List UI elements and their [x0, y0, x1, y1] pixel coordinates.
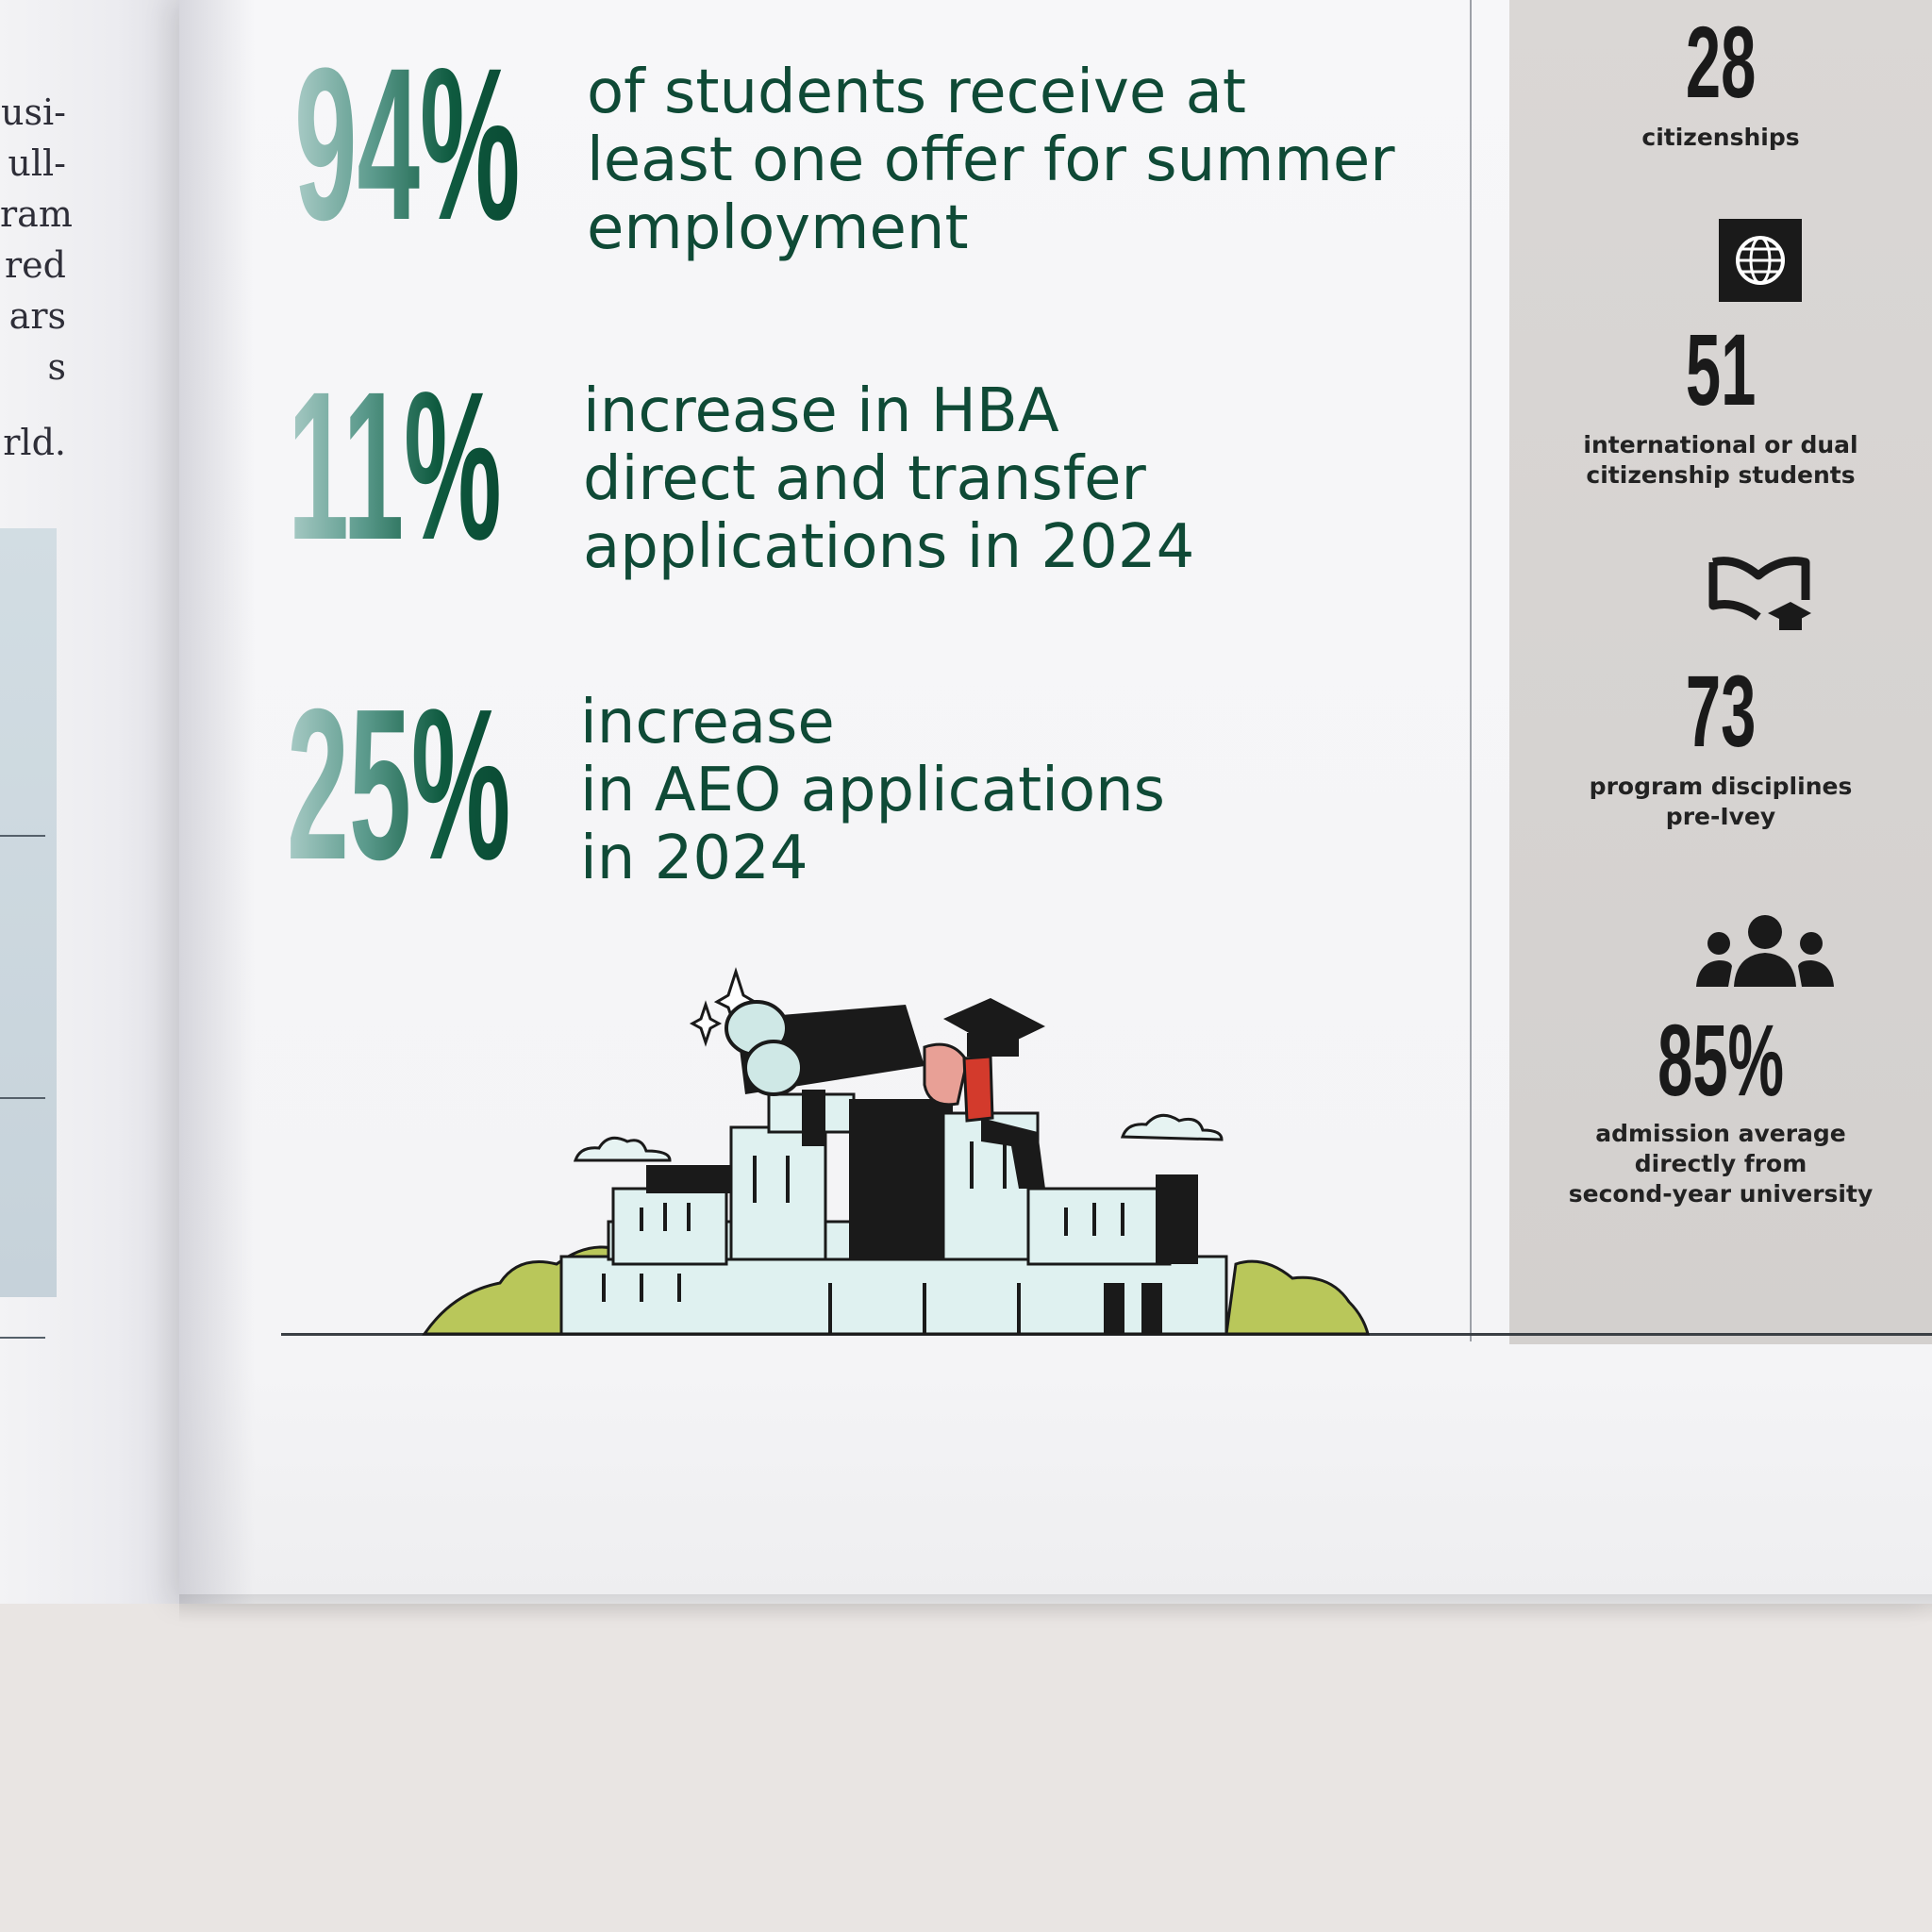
sidebar-stat-value: 85% [1657, 1003, 1785, 1117]
sidebar-stat-label-line: second-year university [1568, 1180, 1874, 1208]
left-text-line: red [5, 244, 66, 286]
stat-description [580, 689, 1165, 892]
left-rule [0, 1097, 45, 1099]
left-rule [0, 835, 45, 837]
left-page [0, 0, 193, 1604]
column-divider [1470, 0, 1472, 1341]
stat-description-line: employment [587, 193, 969, 263]
left-page-image-block [0, 528, 57, 1297]
globe-icon [1719, 219, 1802, 302]
sidebar-stat-label [1509, 123, 1932, 153]
sidebar-stat-value: 51 [1685, 312, 1757, 426]
left-text-line: ars [8, 295, 66, 337]
sidebar-stat-label-line: admission average [1595, 1120, 1846, 1147]
stat-description [583, 377, 1194, 581]
stat-description-line: applications in 2024 [583, 512, 1195, 582]
sidebar-stat-label-line: citizenships [1641, 124, 1800, 151]
sidebar-stat-label [1509, 430, 1932, 491]
stat-value: 11% [288, 348, 502, 584]
left-page-text [0, 87, 73, 468]
sidebar-stat-value: 28 [1685, 5, 1757, 119]
stat-description-line: least one offer for summer [587, 125, 1395, 195]
sidebar-stat-label [1509, 772, 1932, 832]
left-text-line: s [47, 346, 66, 388]
left-text-line: rld. [3, 422, 66, 463]
left-text-line: ram [0, 193, 73, 235]
page-edge-shadow [179, 1594, 1932, 1623]
binoculars-graduate-building-illustration [415, 953, 1377, 1341]
left-text-line: usi- [1, 92, 66, 133]
sidebar-stat-admission-average [1509, 1003, 1932, 1209]
stat-description-line: in AEO applications [580, 756, 1165, 825]
sidebar-stat-label-line: citizenship students [1586, 461, 1856, 489]
stat-value: 25% [287, 665, 511, 905]
stat-description-line: increase [580, 688, 835, 758]
left-text-line: ull- [8, 142, 66, 184]
stat-description-line: increase in HBA [583, 376, 1059, 446]
stat-description [587, 58, 1395, 262]
sidebar-stat-disciplines [1509, 654, 1932, 832]
sidebar-stat-label [1509, 1119, 1932, 1209]
sidebar-stat-label-line: international or dual [1583, 431, 1858, 458]
page-gutter-shadow [179, 0, 255, 1604]
stat-description-line: direct and transfer [583, 444, 1146, 514]
left-rule [0, 1337, 45, 1339]
open-book-graduation-cap-icon [1707, 555, 1811, 640]
stat-value: 94% [294, 23, 521, 265]
stat-description-line: of students receive at [587, 58, 1246, 127]
stat-description-line: in 2024 [580, 824, 808, 893]
sidebar-stat-label-line: program disciplines [1589, 773, 1853, 800]
sidebar-stat-label-line: pre-Ivey [1665, 803, 1776, 830]
sidebar-stat-value: 73 [1685, 654, 1757, 768]
sidebar-stat-international [1509, 312, 1932, 491]
sidebar-stat-label-line: directly from [1634, 1150, 1807, 1177]
sidebar-stat-citizenships [1509, 5, 1932, 153]
group-people-icon [1696, 913, 1834, 989]
